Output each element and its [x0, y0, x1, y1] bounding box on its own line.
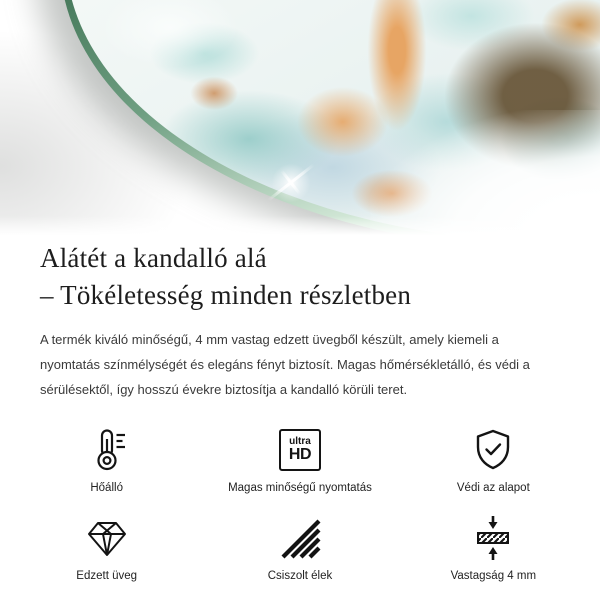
feature-label: Magas minőségű nyomtatás — [228, 482, 372, 494]
feature-thickness — [397, 514, 590, 582]
feature-polished-edges — [203, 514, 396, 582]
diamond-icon — [83, 514, 131, 562]
ultra-hd-icon-text-top: ultra — [289, 436, 311, 447]
feature-label: Csiszolt élek — [267, 570, 333, 582]
title-line-2: – Tökéletesség minden részletben — [40, 280, 412, 310]
feature-label: Edzett üveg — [76, 570, 138, 582]
section-description: A termék kiváló minőségű, 4 mm vastag edzett üvegből készült, amely kiemeli a nyomtatás színmélységét és elegáns fényt biztosít. Magas hőmérsékletálló, és védi a sérülésektől, így hosszú évekre biztosítja a kandalló körüli teret. — [40, 332, 530, 397]
feature-heat-resistant — [10, 426, 203, 494]
glass-sparkle-highlight — [266, 158, 316, 208]
feature-protects-base — [397, 426, 590, 494]
product-info-section — [0, 240, 600, 582]
section-title — [40, 240, 560, 314]
ultra-hd-icon-text-bottom: HD — [288, 446, 312, 463]
feature-label: Hőálló — [90, 482, 123, 494]
feature-label: Vastagság 4 mm — [450, 570, 537, 582]
title-line-1: Alátét a kandalló alá — [40, 243, 267, 273]
ultra-hd-icon — [279, 426, 321, 474]
feature-label: Védi az alapot — [456, 482, 530, 494]
polished-edges-icon — [276, 514, 324, 562]
feature-grid — [10, 426, 590, 582]
thermometer-icon — [83, 426, 131, 474]
product-hero-image — [0, 0, 600, 238]
shield-check-icon — [469, 426, 517, 474]
thickness-icon — [469, 514, 517, 562]
feature-tempered-glass — [10, 514, 203, 582]
feature-high-quality-print — [203, 426, 396, 494]
white-fade-overlay — [370, 110, 600, 238]
